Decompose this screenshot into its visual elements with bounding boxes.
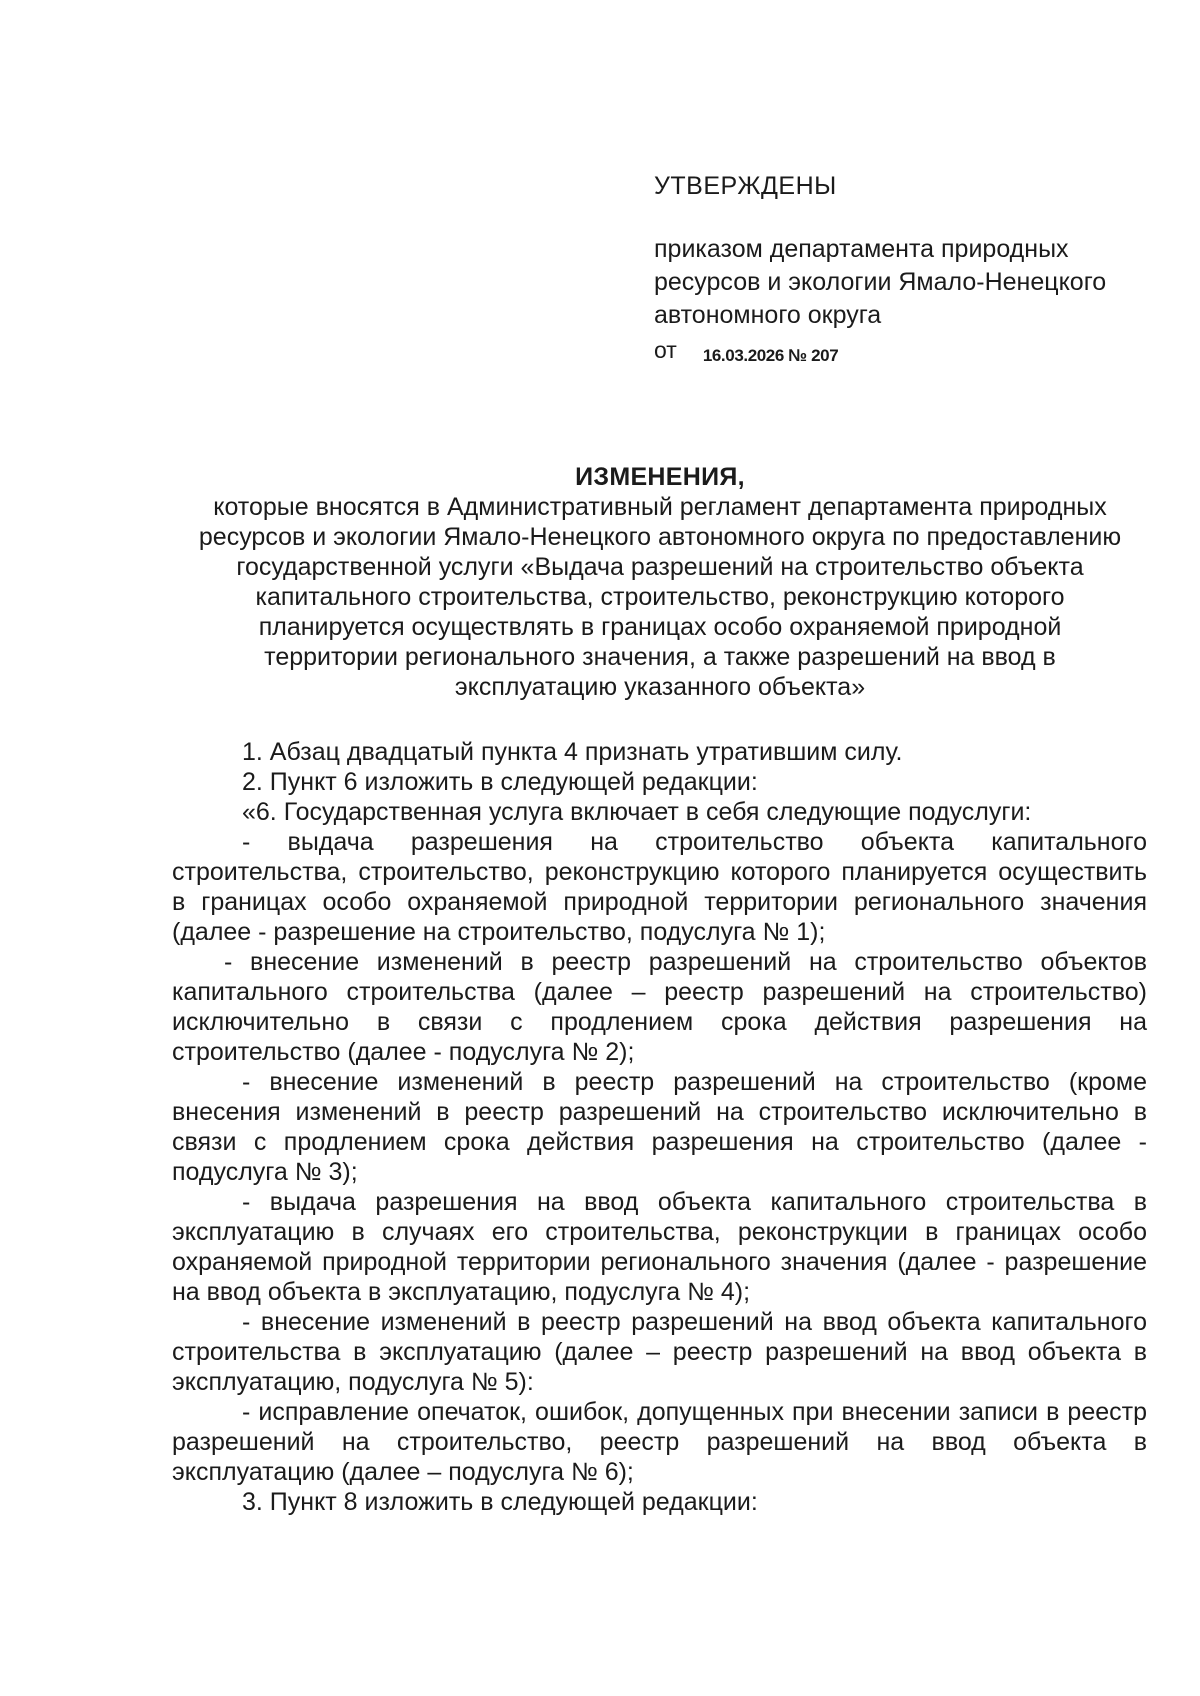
subtitle-line: государственной услуги «Выдача разрешений на строительство объекта <box>236 553 1084 581</box>
paragraph-item-2: 2. Пункт 6 изложить в следующей редакции: <box>242 768 758 796</box>
approval-order-line: приказом департамента природных <box>654 235 1069 263</box>
paragraph-item-1: 1. Абзац двадцатый пункта 4 признать утратившим силу. <box>242 738 903 766</box>
subtitle-line: капитального строительства, строительство, реконструкцию которого <box>255 583 1065 611</box>
bullet-subservice-2: - внесение изменений в реестр разрешений на строительство объектов капитального строительства (далее – реестр разрешений на строительство) исключительно в связи с продлением срока действия разрешения на строительство (далее - подуслуга № 2); <box>172 948 1147 1066</box>
approval-order-line: ресурсов и экологии Ямало-Ненецкого <box>654 268 1107 296</box>
order-date-number: 16.03.2026 № 207 <box>702 346 839 365</box>
document-subtitle <box>150 492 1170 702</box>
date-prefix: от <box>654 337 677 363</box>
subtitle-line: территории регионального значения, а также разрешений на ввод в <box>264 643 1056 671</box>
subtitle-line: ресурсов и экологии Ямало-Ненецкого автономного округа по предоставлению <box>198 523 1122 551</box>
approval-order-line: автономного округа <box>654 301 882 329</box>
document-body <box>172 737 1147 1517</box>
approval-heading: УТВЕРЖДЕНЫ <box>654 172 837 200</box>
approval-stamp <box>654 170 1154 369</box>
approval-date-line <box>654 334 1154 369</box>
paragraph-item-3: 3. Пункт 8 изложить в следующей редакции: <box>242 1488 758 1516</box>
document-title-block <box>150 462 1170 702</box>
subtitle-line: эксплуатацию указанного объекта» <box>454 673 866 701</box>
bullet-subservice-4: - выдача разрешения на ввод объекта капитального строительства в эксплуатацию в случаях его строительства, реконструкции в границах особо охраняемой природной территории регионального значения (далее - разрешение на ввод объекта в эксплуатацию, подуслуга № 4); <box>172 1188 1147 1306</box>
subtitle-line: планируется осуществлять в границах особо охраняемой природной <box>258 613 1062 641</box>
subtitle-line: которые вносятся в Административный регламент департамента природных <box>213 493 1107 521</box>
document-title: ИЗМЕНЕНИЯ, <box>575 463 745 491</box>
bullet-subservice-6: - исправление опечаток, ошибок, допущенных при внесении записи в реестр разрешений на строительство, реестр разрешений на ввод объекта в эксплуатацию (далее – подуслуга № 6); <box>172 1398 1147 1486</box>
paragraph-item-2-quote: «6. Государственная услуга включает в себя следующие подуслуги: <box>242 798 1032 826</box>
bullet-subservice-5: - внесение изменений в реестр разрешений на ввод объекта капитального строительства в эксплуатацию (далее – реестр разрешений на ввод объекта в эксплуатацию, подуслуга № 5): <box>172 1308 1147 1396</box>
bullet-subservice-3: - внесение изменений в реестр разрешений на строительство (кроме внесения изменений в реестр разрешений на строительство исключительно в связи с продлением срока действия разрешения на строительство (далее - подуслуга № 3); <box>172 1068 1147 1186</box>
bullet-subservice-1: - выдача разрешения на строительство объекта капитального строительства, строительство, реконструкцию которого планируется осуществить в границах особо охраняемой природной территории регионального значения (далее - разрешение на строительство, подуслуга № 1); <box>172 828 1147 946</box>
